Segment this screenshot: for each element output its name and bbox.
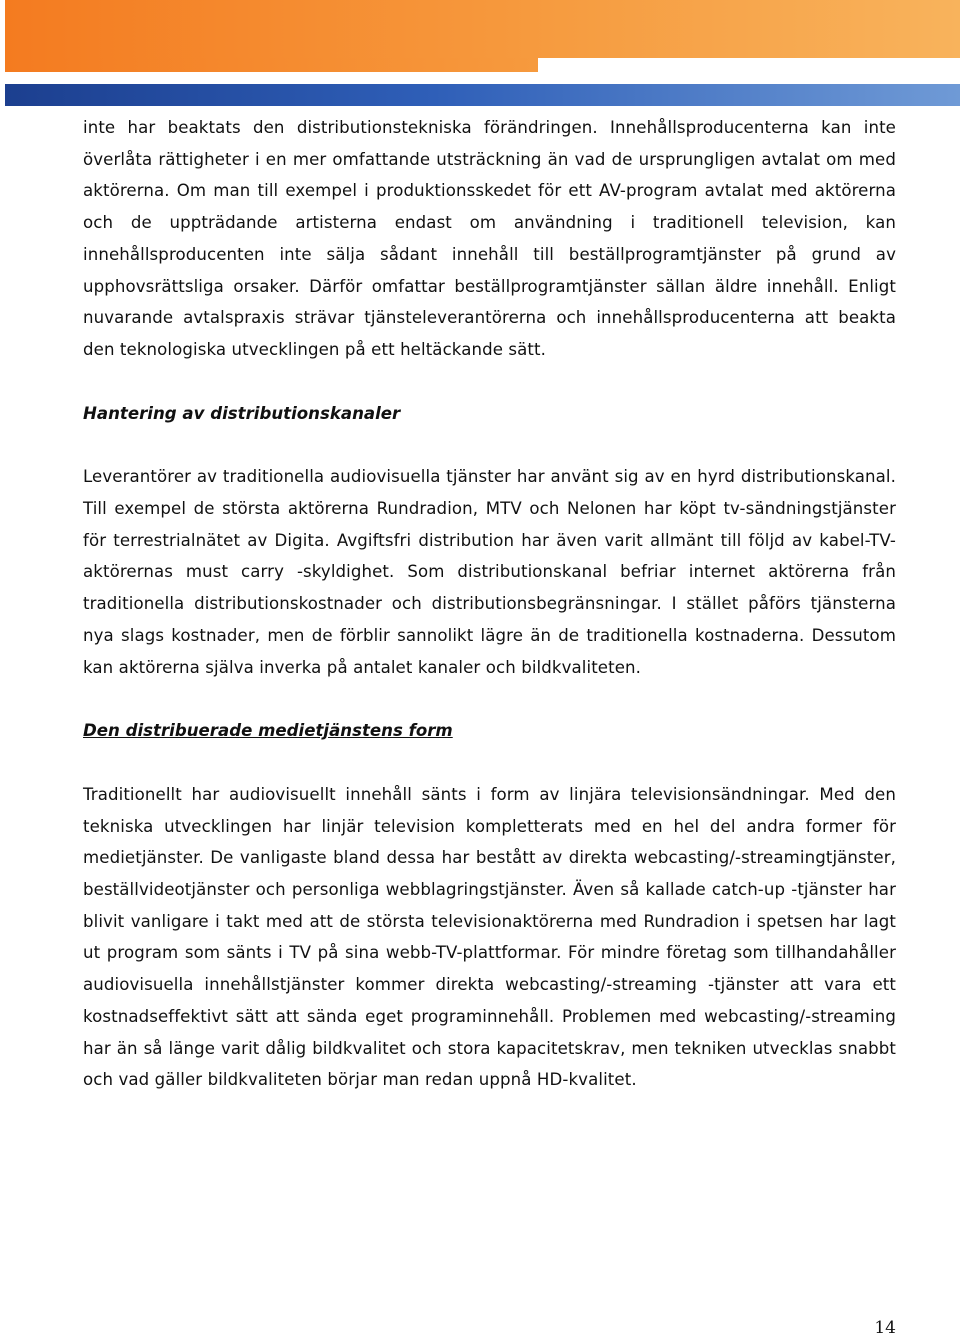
spacer	[83, 366, 896, 398]
header-orange-stripe	[5, 0, 960, 58]
header-orange-step	[5, 58, 538, 72]
header-white-notch	[538, 58, 960, 72]
header-band	[0, 0, 960, 108]
page-number: 14	[874, 1318, 896, 1338]
paragraph-distribution: Leverantörer av traditionella audiovisuella tjänster har använt sig av en hyrd distributionskanal. Till exempel de största aktörerna Rundradion, MTV och Nelonen har köpt tv-sändningstjänster för terrestrialnätet av Digita. Avgiftsfri distribution har även varit allmänt till följd av kabel-TV-aktörernas must carry -skyldighet. Som distributionskanal befriar internet aktörerna från traditionella distributionskostnader och distributionsbegränsningar. I stället påförs tjänsterna nya slags kostnader, men de förblir sannolikt lägre än de traditionella kostnaderna. Dessutom kan aktörerna själva inverka på antalet kanaler och bildkvaliteten.	[83, 467, 896, 677]
heading-distribution-channels: Hantering av distributionskanaler	[83, 403, 401, 423]
spacer	[83, 429, 896, 461]
paragraph-intro: inte har beaktats den distributionstekniska förändringen. Innehållsproducenterna kan inte överlåta rättigheter i en mer omfattande utsträckning än vad de ursprungligen avtalat om med aktörerna. Om man till exempel i produktionsskedet för ett AV-program avtalat med aktörerna och de uppträdande artisterna endast om användning i traditionell television, kan innehållsproducenten inte sälja sådant innehåll till beställprogramtjänster på grund av upphovsrättsliga orsaker. Därför omfattar beställprogramtjänster sällan äldre innehåll. Enligt nuvarande avtalspraxis strävar tjänsteleverantörerna och innehållsproducenterna att beakta den teknologiska utvecklingen på ett heltäckande sätt.	[83, 118, 896, 359]
header-blue-stripe	[5, 84, 960, 106]
paragraph-form: Traditionellt har audiovisuellt innehåll sänts i form av linjära televisionsändningar. Med den tekniska utvecklingen har linjär television kompletterats med en hel del andra former för medietjänster. De vanligaste bland dessa har bestått av direkta webcasting/-streamingtjänster, beställvideotjänster och personliga webblagringstjänster. Även så kallade catch-up -tjänster har blivit vanligare i takt med att de största televisionaktörerna med Rundradion i spetsen har lagt ut program som sänts i TV på sina webb-TV-plattformar. För mindre företag som tillhandahåller audiovisuella innehållstjänster kommer direkta webcasting/-streaming -tjänster att vara ett kostnadseffektivt sätt att sända eget programinnehåll. Problemen med webcasting/-streaming har än så länge varit dålig bildkvalitet och stora kapacitetskrav, men tekniken utvecklas snabbt och vad gäller bildkvaliteten börjar man redan uppnå HD-kvalitet.	[83, 784, 896, 1090]
heading-media-service-form: Den distribuerade medietjänstens form	[83, 721, 453, 741]
spacer	[83, 683, 896, 715]
spacer	[83, 747, 896, 779]
document-body	[83, 112, 896, 1096]
